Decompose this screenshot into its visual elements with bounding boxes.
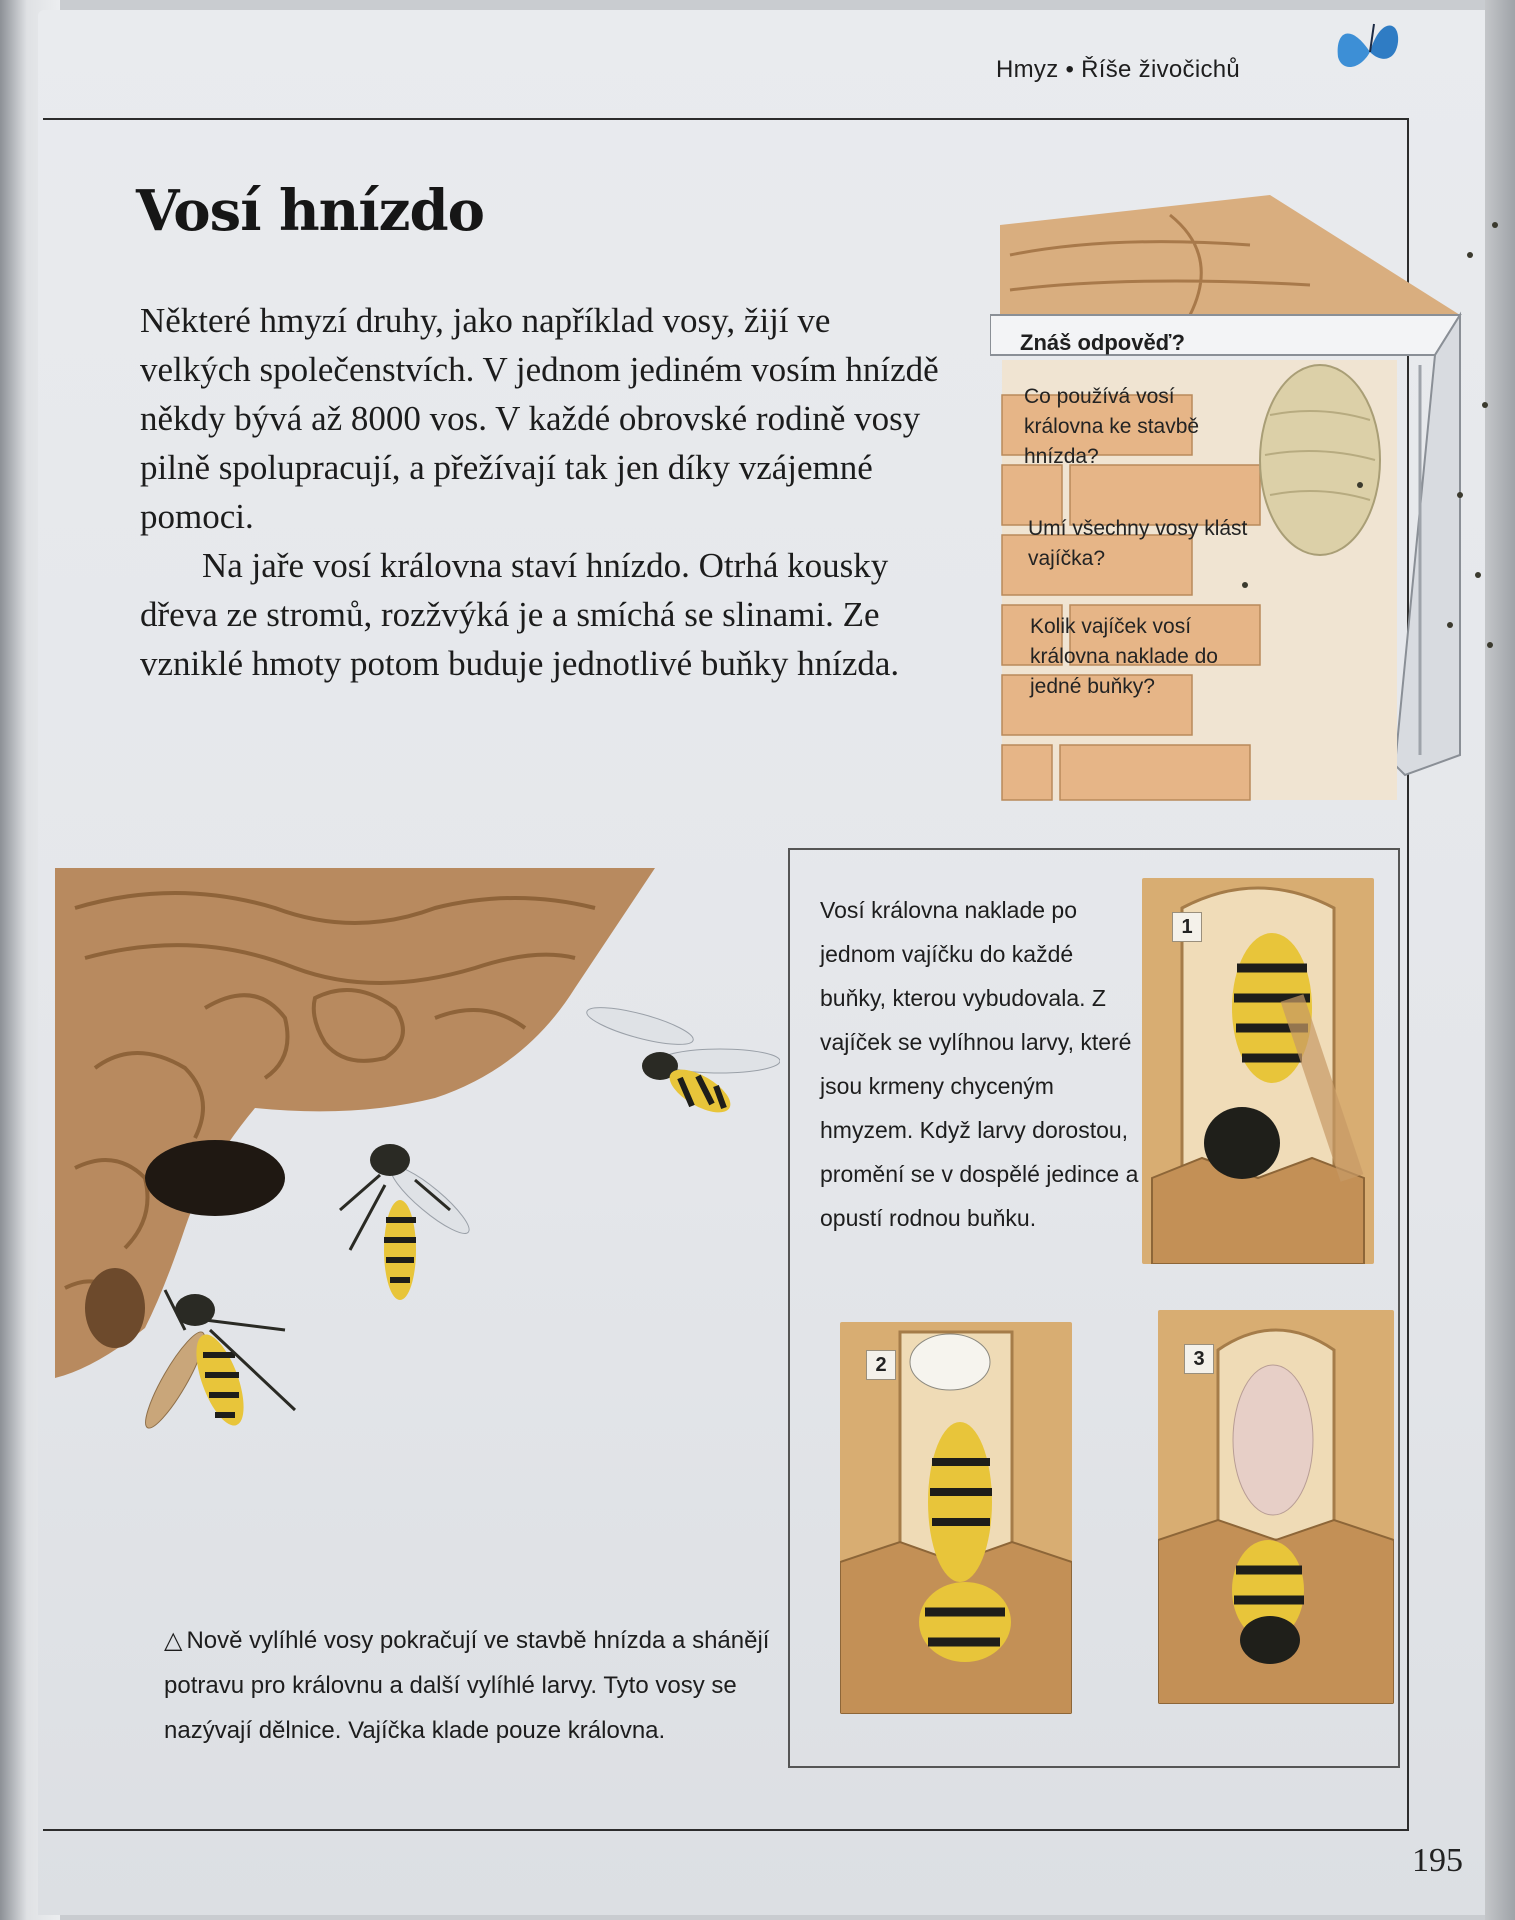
butterfly-icon (1330, 12, 1410, 82)
page-number: 195 (1412, 1842, 1463, 1879)
section-header: Hmyz • Říše živočichů (996, 56, 1241, 83)
lifecycle-text: Vosí královna naklade po jednom vajíčku do každé buňky, kterou vybudovala. Z vajíček se vylíhnou larvy, které jsou krmeny chyceným hmyzem. Když larvy dorostou, promění se v dospělé jedince a opustí rodnou buňku. (820, 897, 1139, 1231)
quiz-question-1: Co používá vosí královna ke stavbě hnízda? (1024, 385, 1200, 468)
roof-gutter-illustration (990, 195, 1500, 815)
step-number: 1 (1172, 912, 1202, 942)
intro-paragraph-2: Na jaře vosí královna staví hnízdo. Otrhá kousky dřeva ze stromů, rozžvýká je a smíchá se slinami. Ze vzniklé hmoty potom buduje jednotlivé buňky hnízda. (140, 546, 900, 683)
step-number: 2 (866, 1350, 896, 1380)
step-number: 3 (1184, 1344, 1214, 1374)
honeycomb-cell-illustration (840, 1322, 1072, 1714)
caption-text: Nově vylíhlé vosy pokračují ve stavbě hnízda a shánějí potravu pro královnu a další vylíhlé larvy. Tyto vosy se nazývají dělnice. Vajíčka klade pouze královna. (164, 1627, 770, 1744)
wasp-icon (135, 1270, 305, 1450)
page-title: Vosí hnízdo (136, 178, 484, 244)
quiz-title: Znáš odpověď? (1020, 330, 1185, 355)
quiz-question-3: Kolik vajíček vosí královna naklade do jedné buňky? (1030, 615, 1218, 698)
intro-text (140, 296, 940, 688)
wasp-icon (580, 996, 780, 1136)
wasp-icon (330, 1130, 490, 1330)
caption-marker: △ (164, 1627, 183, 1654)
quiz-question-2: Umí všechny vosy klást vajíčka? (1028, 517, 1248, 570)
nest-caption (164, 1618, 804, 1753)
intro-paragraph-1: Některé hmyzí druhy, jako například vosy, žijí ve velkých společenstvích. V jednom jediném vosím hnízdě někdy bývá až 8000 vos. V každé obrovské rodině vosy pilně spolupracují, a přežívají tak jen díky vzájemné pomoci. (140, 301, 939, 536)
